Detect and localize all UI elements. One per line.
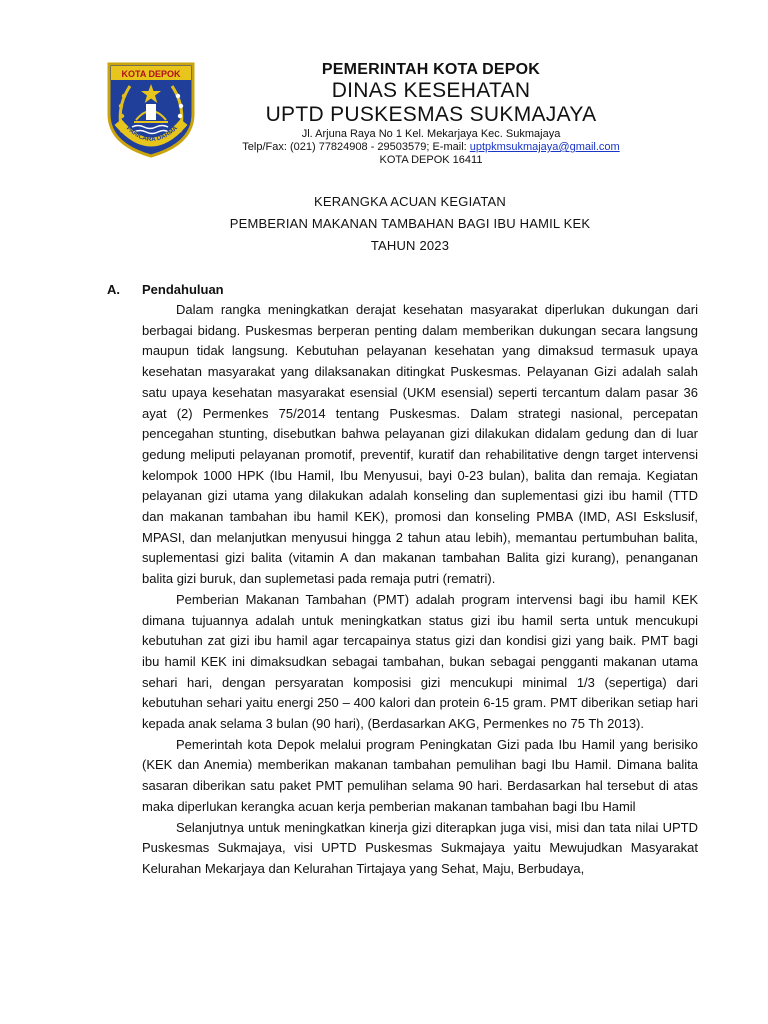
letterhead-phone: Telp/Fax: (021) 77824908 - 29503579; E-mail:: [242, 141, 470, 153]
document-title-year: TAHUN 2023: [370, 238, 450, 253]
letterhead-email-link[interactable]: uptpkmsukmajaya@gmail.com: [469, 141, 620, 153]
section-heading: Pendahuluan: [142, 282, 224, 297]
document-title-line2: PEMBERIAN MAKANAN TAMBAHAN BAGI IBU HAMIL KEK: [229, 216, 591, 231]
letterhead-city: KOTA DEPOK 16411: [379, 154, 483, 166]
letterhead-department: DINAS KESEHATAN: [331, 79, 531, 102]
letterhead: [226, 60, 636, 167]
paragraph: Dalam rangka meningkatkan derajat kesehatan masyarakat diperlukan dukungan dari berbagai bidang. Puskesmas berperan penting dalam memberikan dukungan secara langsung maupun tidak langsung. Kebutuhan pelayanan kesehatan yang dimaksud termasuk upaya kesehatan masyarakat yang dilaksanakan ditingkat Puskesmas. Pelayanan Gizi adalah salah satu upaya kesehatan masyarakat esensial (UKM esensial) seperti tercantum dalam pasar 36 ayat (2) Permenkes 75/2014 tentang Puskesmas. Dalam strategi nasional, percepatan pencegahan stunting, disebutkan bahwa pelayanan gizi dilakukan didalam gedung dan di luar gedung meliputi pelayanan promotif, preventif, kuratif dan rehabilitative dengn target intervensi kelompok 1000 HPK (Ibu Hamil, Ibu Menyusui, bayi 0-23 bulan), balita dan remaja. Kegiatan pelayanan gizi utama yang dilakukan adalah konseling dan suplementasi gizi ibu hamil (TTD dan makanan tambahan ibu hamil KEK), promosi dan konseling PMBA (IMD, ASI Eskslusif, MPASI, dan melanjutkan menyusui hingga 2 tahun atau lebih), memantau pertumbuhan balita, suplementasi gizi balita (vitamin A dan makanan tambahan Balita gizi kurang), penanganan balita gizi buruk, dan suplemetasi pada remaja putri (rematri).: [142, 302, 698, 587]
paragraph: Selanjutnya untuk meningkatkan kinerja gizi diterapkan juga visi, misi dan tata nilai UPTD Puskesmas Sukmajaya, visi UPTD Puskesmas Sukmajaya yaitu Mewujudkan Masyarakat Kelurahan Mekarjaya dan Kelurahan Tirtajaya yang Sehat, Maju, Berbudaya,: [142, 819, 698, 876]
section-body: [142, 300, 698, 880]
paragraph: Pemberian Makanan Tambahan (PMT) adalah program intervensi bagi ibu hamil KEK dimana tujuannya adalah untuk meningkatkan status gizi ibu hamil serta untuk mencukupi kebutuhan zat gizi ibu hamil agar tercapainya status gizi dan kondisi gizi yang baik. PMT bagi ibu hamil KEK ini dimaksudkan sebagai tambahan, bukan sebagai pengganti makanan utama sehari hari, dengan persyaratan komposisi gizi mencukupi minimal 1/3 (sepertiga) dari kebutuhan sehari yaitu energi 250 – 400 kalori dan protein 6-15 gram. PMT diberikan setiap hari kepada anak selama 3 bulan (90 hari), (Berdasarkan AKG, Permenkes no 75 Th 2013).: [142, 591, 698, 732]
document-title-line1: KERANGKA ACUAN KEGIATAN: [314, 194, 506, 209]
kota-depok-logo: [106, 62, 196, 158]
logo-text-motto: PARICARA DARMA: [124, 124, 179, 144]
letterhead-address: Jl. Arjuna Raya No 1 Kel. Mekarjaya Kec. Sukmajaya: [301, 128, 561, 140]
letterhead-government: PEMERINTAH KOTA DEPOK: [321, 61, 541, 78]
letterhead-contact: [226, 141, 636, 154]
letterhead-institution: UPTD PUSKESMAS SUKMAJAYA: [265, 103, 597, 126]
paragraph: Pemerintah kota Depok melalui program Peningkatan Gizi pada Ibu Hamil yang berisiko (KEK dan Anemia) memberikan makanan tambahan pemulihan bagi Ibu Hamil. Dimana balita sasaran diberikan satu paket PMT pemulihan selama 90 hari. Berdasarkan hal tersebut di atas maka diperlukan kerangka acuan kerja pemberian makanan tambahan bagi Ibu Hamil: [142, 736, 698, 814]
logo-text-top: KOTA DEPOK: [121, 69, 181, 79]
section-letter: A.: [107, 282, 120, 297]
